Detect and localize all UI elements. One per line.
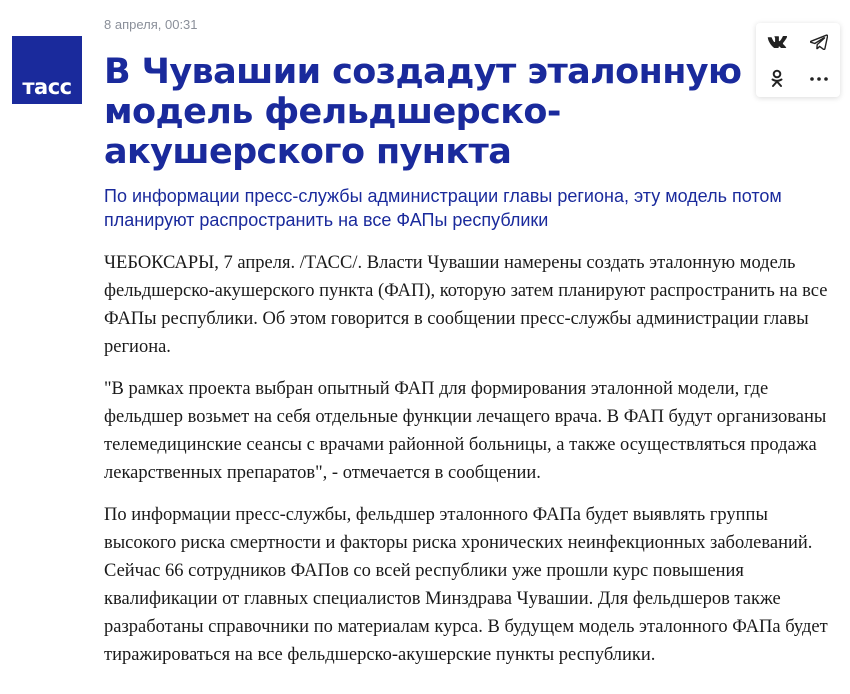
publish-date: 8 апреля, 00:31 [104,17,198,32]
share-telegram-button[interactable] [804,27,834,57]
telegram-icon [810,34,828,50]
vk-icon [767,36,787,48]
article-body [104,249,834,683]
article-paragraph: "В рамках проекта выбран опытный ФАП для формирования эталонной модели, где фельдшер возьмет на себя отдельные функции лечащего врача. В ФАП будут организованы телемедицинские сеансы с врачами районной больницы, а также осуществляться продажа лекарственных препаратов", - отмечается в сообщении. [104,379,827,483]
tass-logo[interactable] [12,36,82,104]
more-icon [810,77,828,81]
logo-text: тасс [22,75,72,99]
article-lead: По информации пресс-службы администрации главы региона, эту модель потом планируют распространить на все ФАПы республики [104,186,782,230]
article-headline: В Чувашии создадут эталонную модель фельдшерско-акушерского пункта [104,52,742,172]
article-paragraph: По информации пресс-службы, фельдшер эталонного ФАПа будет выявлять группы высокого риска смертности и факторы риска хронических неинфекционных заболеваний. Сейчас 66 сотрудников ФАПов со всей республики уже прошли курс повышения квалификации от главных специалистов Минздрава Чувашии. Для фельдшеров также разработаны справочники по материалам курса. В будущем модель эталонного ФАПа будет тиражироваться на все фельдшерско-акушерские пункты республики. [104,505,828,665]
article-paragraph: ЧЕБОКСАРЫ, 7 апреля. /ТАСС/. Власти Чувашии намерены создать эталонную модель фельдшерско-акушерского пункта (ФАП), которую затем планируют распространить на все ФАПы республики. Об этом говорится в сообщении пресс-службы администрации главы региона. [104,253,828,357]
share-more-button[interactable] [804,64,834,94]
